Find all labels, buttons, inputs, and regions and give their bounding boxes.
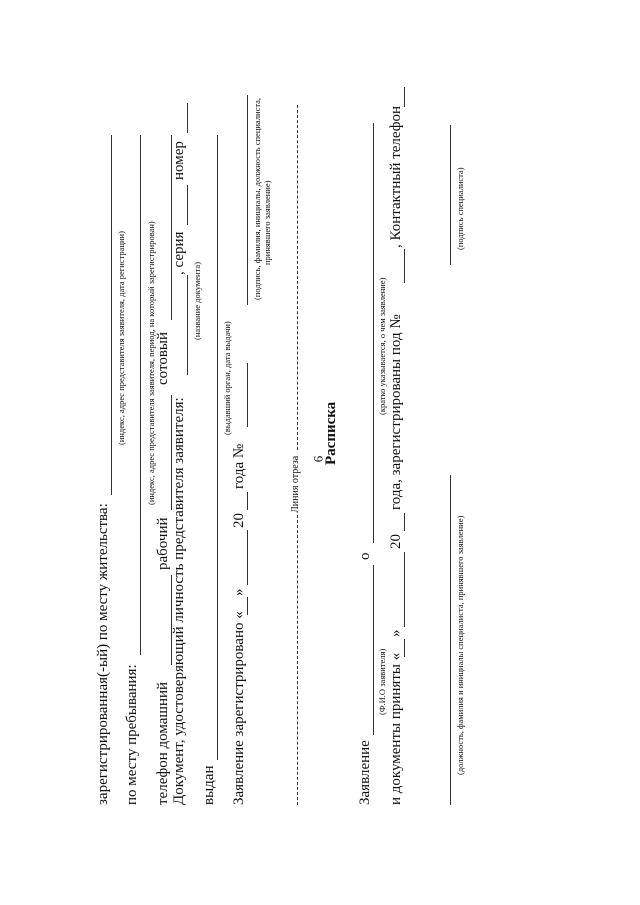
- series-label: , серия: [171, 231, 187, 275]
- id-document-field[interactable]: [187, 275, 188, 375]
- registration-quote-close: »: [231, 588, 247, 596]
- issued-by-hint: (выдавший орган, дата выдачи): [222, 321, 232, 435]
- accepted-quote-close: »: [388, 629, 404, 637]
- specialist-signature-hint: (подпись специалиста): [455, 167, 465, 250]
- applicant-name-hint: (Ф.И.О заявителя): [377, 648, 387, 715]
- id-document-label: Документ, удостоверяющий личность представителя заявителя:: [171, 397, 187, 805]
- number-label: номер: [171, 141, 187, 180]
- contact-phone-field[interactable]: [404, 87, 405, 107]
- registration-year-prefix: 20: [231, 513, 247, 528]
- registration-signature-hint-1: (подпись, фамилия, инициалы, должность специалиста,: [252, 97, 262, 300]
- work-phone-label: рабочий: [155, 517, 171, 570]
- home-phone-label: телефон домашний: [155, 681, 171, 805]
- registration-signature-field[interactable]: [247, 95, 248, 305]
- cut-line-left: [297, 515, 298, 805]
- page-number: 6: [310, 455, 326, 463]
- statement-about-field[interactable]: [373, 123, 374, 543]
- registered-under-label: года, зарегистрированы под №: [388, 314, 404, 510]
- issued-by-label: выдан: [201, 765, 217, 805]
- specialist-position-field[interactable]: [450, 475, 451, 805]
- doc-type-hint: (название документа): [192, 261, 202, 340]
- registration-year-field[interactable]: [247, 492, 248, 510]
- specialist-signature-field[interactable]: [450, 125, 451, 265]
- accepted-year-prefix: 20: [388, 534, 404, 549]
- series-field[interactable]: [187, 185, 188, 225]
- applicant-name-field[interactable]: [373, 565, 374, 735]
- residence-label: зарегистрированная(-ый) по месту жительства:: [95, 503, 111, 805]
- receipt-number-field[interactable]: [404, 249, 405, 283]
- stay-field[interactable]: [140, 135, 141, 655]
- stay-label: по месту пребывания:: [124, 664, 140, 805]
- specialist-position-hint: (должность, фамилия и инициалы специалиста, принявшего заявление): [455, 515, 465, 775]
- accepted-year-field[interactable]: [404, 513, 405, 531]
- accepted-month-field[interactable]: [404, 552, 405, 627]
- registration-number-field[interactable]: [247, 363, 248, 427]
- accepted-day-field[interactable]: [404, 639, 405, 657]
- number-field[interactable]: [187, 103, 188, 133]
- stay-hint: (индекс, адрес представителя заявителя, период, на который зарегистрирован): [146, 221, 156, 505]
- statement-label: Заявление: [357, 740, 373, 805]
- cut-line-right: [297, 105, 298, 450]
- contact-phone-label: , Контактный телефон: [388, 106, 404, 248]
- registration-day-field[interactable]: [247, 597, 248, 615]
- about-label: о: [357, 552, 373, 560]
- registration-number-label: года №: [231, 443, 247, 489]
- receipt-title: Расписка: [323, 401, 339, 465]
- cut-line-label: Линия отреза: [290, 455, 301, 513]
- registration-signature-hint-2: принявшего заявление): [262, 180, 272, 265]
- registration-month-field[interactable]: [247, 530, 248, 585]
- issued-by-field[interactable]: [217, 135, 218, 760]
- mobile-phone-label: сотовый: [155, 331, 171, 385]
- residence-field[interactable]: [111, 135, 112, 495]
- statement-about-hint: (кратко указывается, о чем заявление): [377, 277, 387, 415]
- accepted-label: и документы приняты «: [388, 652, 404, 805]
- residence-hint: (индекс, адрес представителя заявителя, дата регистрации): [116, 231, 126, 445]
- registration-date-label: Заявление зарегистрировано «: [231, 611, 247, 805]
